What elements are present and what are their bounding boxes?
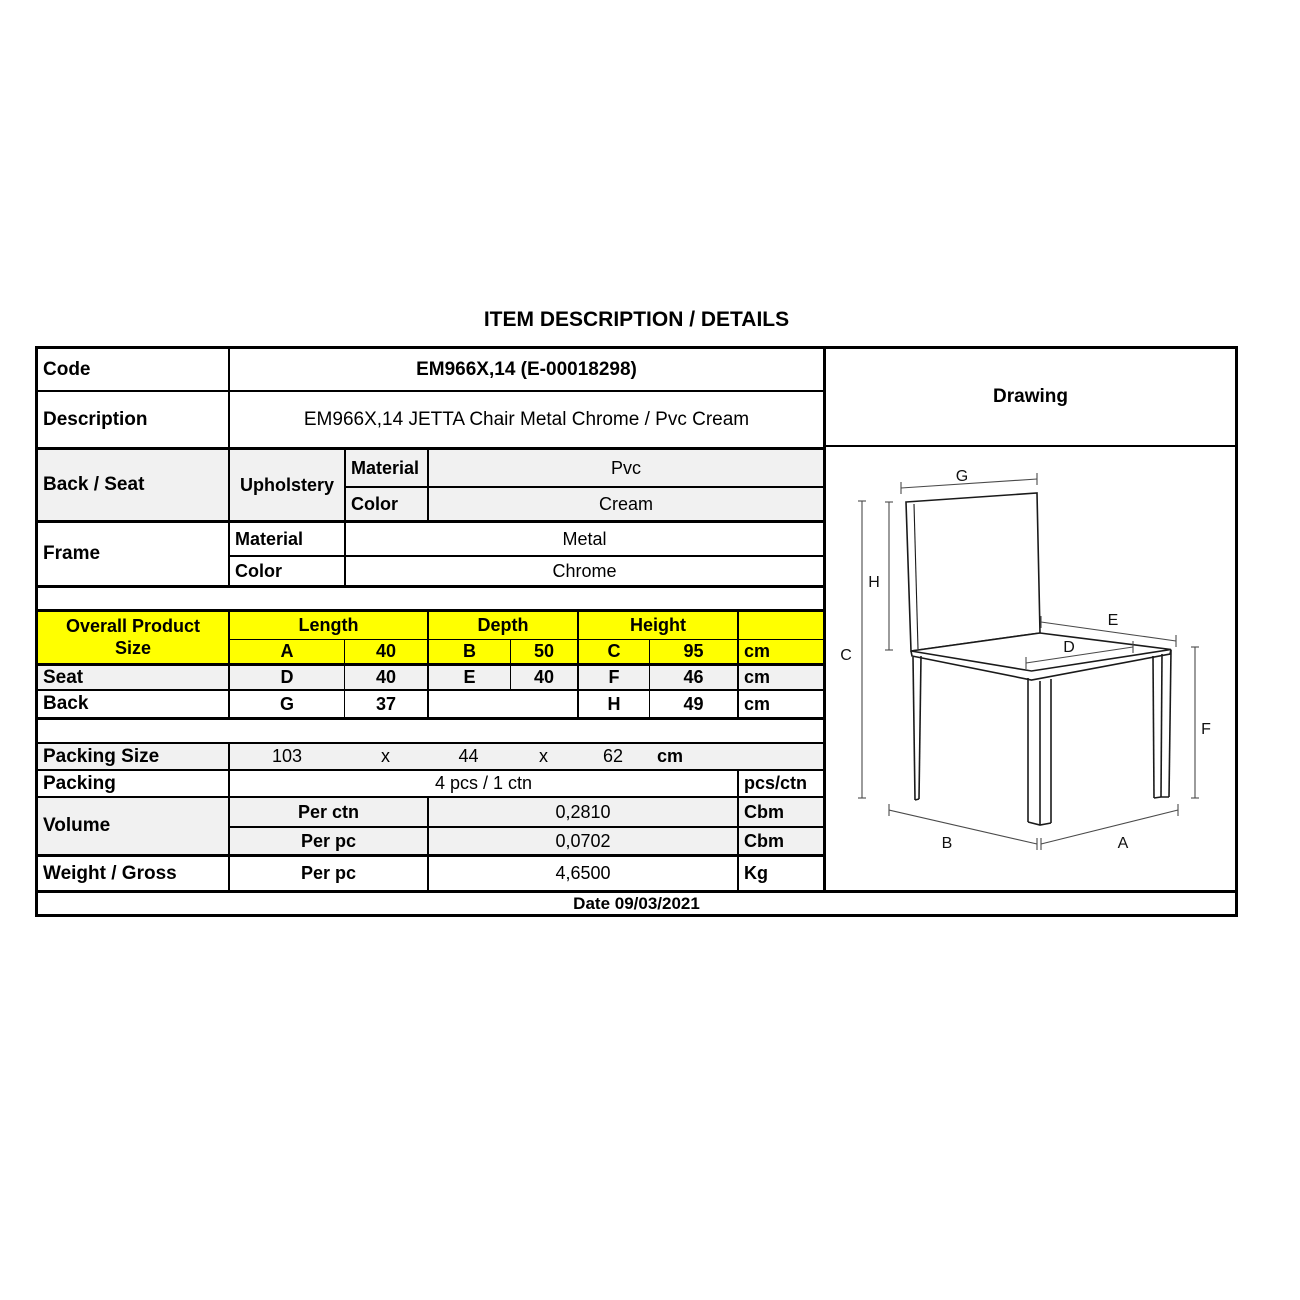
packing-size-sep2: x <box>539 746 548 766</box>
frame-group <box>38 520 823 585</box>
sheet-main <box>38 349 1235 890</box>
dim-h-letter: H <box>577 691 649 717</box>
weight-value: 4,6500 <box>427 857 737 890</box>
volume-per-pc-value: 0,0702 <box>427 828 737 854</box>
volume-per-ctn-value: 0,2810 <box>427 798 737 826</box>
length-header: Length <box>228 612 427 639</box>
dim-b-value: 50 <box>510 640 577 663</box>
dim-d-letter: D <box>228 666 344 689</box>
packing-row <box>38 769 823 796</box>
spacer-row-2 <box>38 717 823 742</box>
packing-size-row <box>38 742 823 769</box>
spec-sheet-table <box>35 346 1238 917</box>
drawing-area <box>826 447 1235 890</box>
dim-label-b: B <box>941 835 953 852</box>
dimension-group-row <box>228 612 823 639</box>
frame-material-label: Material <box>228 523 344 555</box>
volume-per-ctn-unit: Cbm <box>737 798 823 826</box>
packing-size-dim2: 44 <box>458 746 479 766</box>
dim-label-c: C <box>840 647 852 664</box>
dim-f-value: 46 <box>649 666 737 689</box>
dim-g-value: 37 <box>344 691 427 717</box>
volume-per-pc-unit: Cbm <box>737 828 823 854</box>
weight-sub-label: Per pc <box>228 857 427 890</box>
dim-g-letter: G <box>228 691 344 717</box>
dim-f-letter: F <box>577 666 649 689</box>
seat-unit: cm <box>737 666 823 689</box>
depth-header: Depth <box>427 612 577 639</box>
frame-material-value: Metal <box>344 523 823 555</box>
back-seat-material-label: Material <box>344 450 427 486</box>
drawing-column <box>823 349 1235 890</box>
back-seat-color-label: Color <box>344 488 427 520</box>
dim-label-h: H <box>868 574 880 591</box>
back-seat-label: Back / Seat <box>43 474 145 495</box>
chair-leg-back-left <box>913 656 921 800</box>
dim-b-letter: B <box>427 640 510 663</box>
chair-drawing <box>826 447 1235 890</box>
volume-per-ctn-row <box>228 798 823 826</box>
packing-size-dim1: 103 <box>228 744 344 769</box>
dim-a-letter: A <box>228 640 344 663</box>
upholstery-label: Upholstery <box>228 450 344 520</box>
dim-c-value: 95 <box>649 640 737 663</box>
dim-a-value: 40 <box>344 640 427 663</box>
back-label: Back <box>43 693 89 714</box>
seat-label: Seat <box>43 666 84 688</box>
dim-label-f: F <box>1201 721 1211 738</box>
back-seat-material-row <box>344 450 823 486</box>
dim-d-value: 40 <box>344 666 427 689</box>
back-seat-color-row <box>344 486 823 520</box>
back-seat-material-value: Pvc <box>427 450 823 486</box>
dim-label-d: D <box>1063 639 1075 656</box>
back-seat-color-value: Cream <box>427 488 823 520</box>
date-text: Date 09/03/2021 <box>573 893 700 913</box>
dim-line-h <box>885 502 893 650</box>
frame-color-label: Color <box>228 557 344 585</box>
unit-header-empty <box>737 612 823 639</box>
size-values-row <box>228 639 823 663</box>
date-row <box>38 890 1235 914</box>
volume-per-pc-row <box>228 826 823 854</box>
overall-size-label-line1: Overall Product <box>65 615 201 636</box>
dim-label-g: G <box>955 468 969 485</box>
frame-color-row <box>228 555 823 585</box>
size-unit: cm <box>737 640 823 663</box>
volume-label: Volume <box>43 815 111 836</box>
height-header: Height <box>577 612 737 639</box>
volume-group <box>38 796 823 854</box>
back-seat-body <box>228 450 823 520</box>
chair-backrest <box>906 493 1040 651</box>
packing-value: 4 pcs / 1 ctn <box>228 771 737 796</box>
back-row-empty-cell <box>427 691 577 717</box>
code-row <box>38 349 823 390</box>
back-row <box>38 689 823 717</box>
back-seat-group <box>38 447 823 520</box>
dim-label-a: A <box>1117 835 1129 852</box>
chair-leg-right <box>1153 650 1171 798</box>
weight-unit: Kg <box>737 857 823 890</box>
dim-line-g <box>901 473 1037 494</box>
dim-line-c <box>858 501 866 798</box>
dim-h-value: 49 <box>649 691 737 717</box>
volume-per-ctn-label: Per ctn <box>228 798 427 826</box>
overall-size-label <box>38 612 228 663</box>
spec-column <box>38 349 823 890</box>
chair-leg-front <box>1028 678 1051 825</box>
volume-per-pc-label: Per pc <box>228 828 427 854</box>
frame-material-row <box>228 523 823 555</box>
seat-row <box>38 663 823 689</box>
packing-size-dim3: 62 <box>602 746 624 766</box>
code-value: EM966X,14 (E-00018298) <box>228 349 823 390</box>
weight-label: Weight / Gross <box>43 862 177 884</box>
frame-label: Frame <box>43 543 101 564</box>
page-title: ITEM DESCRIPTION / DETAILS <box>483 308 790 331</box>
packing-size-label: Packing Size <box>43 745 160 767</box>
drawing-header: Drawing <box>826 349 1235 447</box>
spacer-row-1 <box>38 585 823 609</box>
dim-label-e: E <box>1107 612 1119 629</box>
packing-size-sep1: x <box>381 746 390 766</box>
description-row <box>38 390 823 447</box>
dim-e-value: 40 <box>510 666 577 689</box>
overall-size-header <box>38 609 823 663</box>
description-label: Description <box>43 408 148 430</box>
weight-row <box>38 854 823 890</box>
overall-size-label-line2: Size <box>114 637 152 658</box>
dim-c-letter: C <box>577 640 649 663</box>
packing-size-unit: cm <box>657 746 684 766</box>
description-value: EM966X,14 JETTA Chair Metal Chrome / Pvc Cream <box>228 392 823 447</box>
back-unit: cm <box>737 691 823 717</box>
dim-line-f <box>1191 647 1199 798</box>
frame-color-value: Chrome <box>344 557 823 585</box>
packing-unit: pcs/ctn <box>737 771 823 796</box>
dim-line-a <box>1041 804 1178 850</box>
packing-label: Packing <box>43 772 116 794</box>
dim-e-letter: E <box>427 666 510 689</box>
dim-line-b <box>889 804 1037 850</box>
code-label: Code <box>43 358 91 380</box>
chair-outline <box>906 493 1171 825</box>
